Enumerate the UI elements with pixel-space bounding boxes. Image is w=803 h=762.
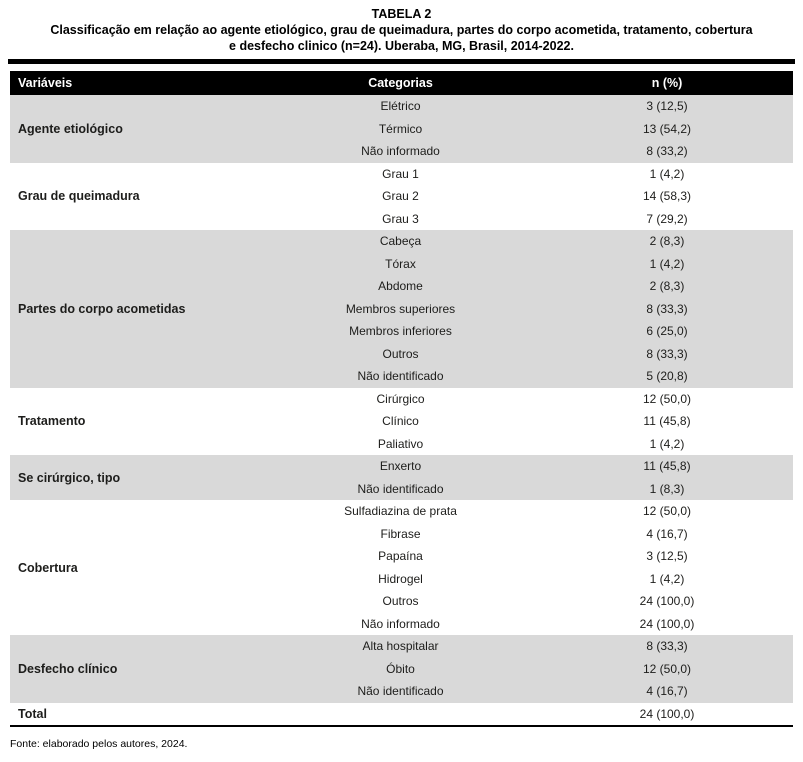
data-table [10,71,793,725]
category-cell: Não identificado [357,481,444,496]
variable-label: Agente etiológico [18,121,123,136]
category-cell: Não informado [361,144,440,159]
table-row [260,365,793,388]
table-description [10,22,793,54]
value-cell: 13 (54,2) [642,121,692,136]
category-cell: Grau 3 [382,211,419,226]
table-section [10,635,793,703]
variable-label: Tratamento [18,414,86,429]
table-section [10,455,793,500]
column-header-n-percent: n (%) [651,76,683,90]
category-cell: Não informado [361,616,440,631]
category-cell: Papaína [378,549,423,564]
category-cell: Cabeça [379,234,422,249]
value-cell: 7 (29,2) [646,211,688,226]
value-cell: 2 (8,3) [649,279,685,294]
total-value: 24 (100,0) [639,706,695,721]
table-row [260,478,793,501]
table-row [260,410,793,433]
table-row [260,230,793,253]
category-cell: Enxerto [379,459,422,474]
total-row [10,703,793,726]
value-cell: 3 (12,5) [646,549,688,564]
category-cell: Tórax [385,256,416,271]
category-cell: Óbito [386,661,415,676]
table-section [10,388,793,456]
table-row [260,433,793,456]
section-rows [260,500,793,635]
table-row [260,208,793,231]
table-row [260,298,793,321]
table-row [260,523,793,546]
table-row [260,635,793,658]
value-cell: 12 (50,0) [642,391,692,406]
value-cell: 1 (8,3) [649,481,685,496]
value-cell: 2 (8,3) [649,234,685,249]
table-header-row [10,71,793,95]
category-cell: Cirúrgico [376,391,425,406]
table-row [260,703,793,726]
value-cell: 1 (4,2) [649,166,685,181]
table-row [260,658,793,681]
category-cell: Hidrogel [378,571,423,586]
category-cell: Elétrico [380,99,421,114]
table-body [10,95,793,703]
value-cell: 12 (50,0) [642,661,692,676]
category-cell: Outros [382,594,419,609]
value-cell: 4 (16,7) [646,684,688,699]
section-rows [260,455,793,500]
table-row [260,613,793,636]
value-cell: 4 (16,7) [646,526,688,541]
value-cell: 8 (33,3) [646,346,688,361]
bottom-rule [10,725,793,727]
table-section [10,230,793,388]
table-row [260,343,793,366]
category-cell: Grau 2 [382,189,419,204]
variable-label: Cobertura [18,560,78,575]
category-cell: Não identificado [357,684,444,699]
category-cell: Sulfadiazina de prata [344,504,457,519]
value-cell: 8 (33,2) [646,144,688,159]
table-description-line1: Classificação em relação ao agente etiológico, grau de queimadura, partes do corpo acometida, tratamento, cobertura [50,23,753,37]
table-row [260,680,793,703]
table-row [260,253,793,276]
table-row [260,545,793,568]
table-row [260,185,793,208]
table-row [260,568,793,591]
category-cell: Paliativo [377,436,424,451]
value-cell: 24 (100,0) [639,616,695,631]
table-section [10,95,793,163]
section-rows [260,388,793,456]
table-description-line2: e desfecho clinico (n=24). Uberaba, MG, Brasil, 2014-2022. [229,39,574,53]
table-row [260,320,793,343]
table-row [260,500,793,523]
table-row [260,140,793,163]
value-cell: 11 (45,8) [643,414,691,429]
table-caption [10,6,793,54]
category-cell: Fibrase [380,526,421,541]
section-rows [260,163,793,231]
value-cell: 24 (100,0) [639,594,695,609]
top-rule [8,59,795,64]
table-row [260,455,793,478]
table-row [260,95,793,118]
variable-label: Se cirúrgico, tipo [18,470,121,485]
value-cell: 1 (4,2) [649,571,685,586]
value-cell: 8 (33,3) [646,301,688,316]
column-header-categorias: Categorias [368,76,433,90]
variable-label: Partes do corpo acometidas [18,301,186,316]
variable-label: Desfecho clínico [18,661,118,676]
category-cell: Abdome [378,279,423,294]
table-section [10,500,793,635]
category-cell: Térmico [378,121,423,136]
category-cell: Membros superiores [345,301,456,316]
value-cell: 3 (12,5) [646,99,688,114]
category-cell: Clínico [382,414,419,429]
table-number: TABELA 2 [371,7,432,21]
value-cell: 5 (20,8) [646,369,688,384]
category-cell: Outros [382,346,419,361]
category-cell: Não identificado [357,369,444,384]
table-row [260,118,793,141]
value-cell: 14 (58,3) [642,189,692,204]
section-rows [260,230,793,388]
source-note: Fonte: elaborado pelos autores, 2024. [10,738,188,750]
variable-label: Grau de queimadura [18,189,140,204]
category-cell: Grau 1 [382,166,419,181]
value-cell: 12 (50,0) [642,504,692,519]
table-row [260,163,793,186]
category-cell: Alta hospitalar [362,639,439,654]
value-cell: 11 (45,8) [643,459,691,474]
total-label: Total [18,706,47,721]
table-section [10,163,793,231]
table-row [260,275,793,298]
value-cell: 6 (25,0) [646,324,688,339]
table-row [260,388,793,411]
table-row [260,590,793,613]
column-header-variaveis: Variáveis [18,76,73,90]
value-cell: 8 (33,3) [646,639,688,654]
value-cell: 1 (4,2) [649,256,685,271]
section-rows [260,95,793,163]
value-cell: 1 (4,2) [649,436,685,451]
total-rows-col [260,703,793,726]
category-cell: Membros inferiores [349,324,452,339]
section-rows [260,635,793,703]
